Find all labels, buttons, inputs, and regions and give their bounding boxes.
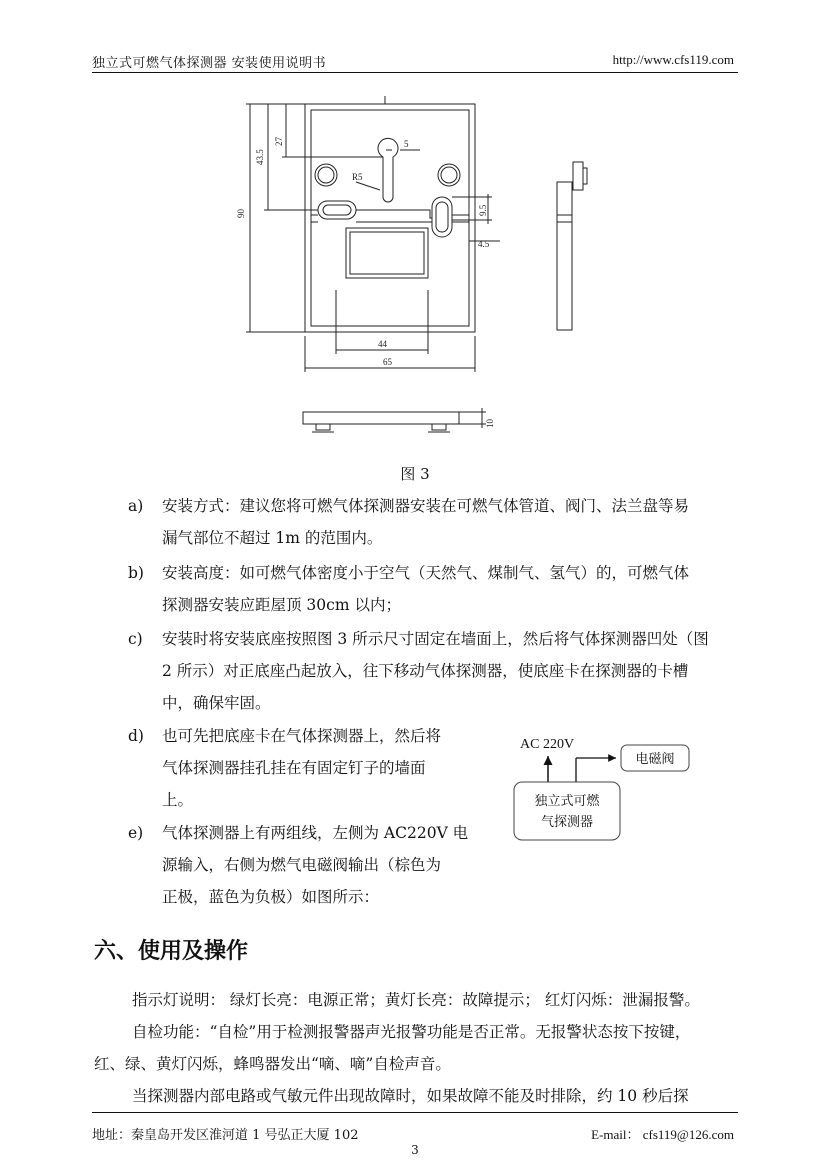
list-item-line: 安装方式：建议您将可燃气体探测器安装在可燃气体管道、阀门、法兰盘等易 [162, 497, 690, 515]
list-item-line: 安装高度：如可燃气体密度小于空气（天然气、煤制气、氢气）的，可燃气体 [162, 564, 690, 582]
side-view-profile [557, 182, 572, 330]
base-plate-inner-outline [311, 110, 469, 326]
list-item-line: 中，确保牢固。 [162, 694, 271, 712]
left-slot [318, 201, 356, 219]
dim-65: 65 [383, 357, 392, 367]
header-divider [92, 72, 738, 73]
list-marker: d) [128, 727, 144, 745]
indicator-paragraph: 指示灯说明： 绿灯长亮：电源正常；黄灯长亮：故障提示； 红灯闪烁：泄漏报警。 [132, 991, 700, 1009]
dim-4-5: 4.5 [478, 239, 490, 249]
list-marker: c) [128, 630, 143, 648]
bottom-view-profile [303, 412, 459, 424]
list-item-line: 气体探测器挂孔挂在有固定钉子的墙面 [162, 759, 426, 777]
list-marker: e) [128, 824, 144, 842]
mounting-base-drawing [0, 80, 830, 460]
dim-9-5: 9.5 [478, 204, 488, 216]
list-item-line: 漏气部位不超过 1m 的范围内。 [162, 529, 383, 547]
center-window [346, 228, 428, 278]
list-item-line: 安装时将安装底座按照图 3 所示尺寸固定在墙面上，然后将气体探测器凹处（图 [162, 630, 709, 648]
list-item-line: 探测器安装应距屋顶 30cm 以内； [162, 596, 401, 614]
list-marker: b) [128, 564, 144, 582]
fault-paragraph: 当探测器内部电路或气敏元件出现故障时，如果故障不能及时排除，约 10 秒后探 [132, 1087, 689, 1105]
detector-label-line2: 气探测器 [540, 815, 594, 830]
footer-divider [92, 1112, 738, 1113]
r5-leader [356, 182, 380, 190]
dim-44: 44 [378, 339, 387, 349]
page-number: 3 [411, 1143, 419, 1157]
list-item-line: 气体探测器上有两组线，左侧为 AC220V 电 [162, 824, 469, 842]
section-heading: 六、使用及操作 [94, 939, 249, 964]
list-item-line: 上。 [162, 791, 194, 809]
list-item-line: 正极，蓝色为负极）如图所示： [162, 888, 380, 906]
header-url: http://www.cfs119.com [612, 52, 734, 67]
footer-address: 地址：秦皇岛开发区淮河道 1 号弘正大厦 102 [92, 1128, 359, 1143]
dim-10: 10 [485, 419, 495, 428]
dim-r5: R5 [352, 172, 363, 182]
selftest-paragraph-line2: 红、绿、黄灯闪烁，蜂鸣器发出“嘀、嘀”自检声音。 [94, 1055, 451, 1073]
right-slot [432, 197, 452, 237]
figure-caption: 图 3 [400, 465, 430, 483]
keyhole-slot [378, 138, 398, 202]
dim-27: 27 [274, 137, 284, 146]
list-marker: a) [128, 497, 144, 515]
power-label: AC 220V [520, 737, 575, 752]
dim-5: 5 [404, 139, 409, 149]
dim-90: 90 [236, 209, 246, 218]
detector-box [514, 782, 620, 840]
header-title: 独立式可燃气体探测器 安装使用说明书 [92, 56, 327, 71]
dim-43-5: 43.5 [255, 149, 265, 165]
list-item-line: 2 所示）对正底座凸起放入，往下移动气体探测器，使底座卡在探测器的卡槽 [162, 662, 689, 680]
detector-label-line1: 独立式可燃 [534, 794, 600, 809]
list-item-line: 也可先把底座卡在气体探测器上，然后将 [162, 727, 442, 745]
list-item-line: 源输入，右侧为燃气电磁阀输出（棕色为 [162, 856, 442, 874]
wiring-diagram [500, 730, 710, 850]
footer-email: E-mail： cfs119@126.com [591, 1127, 734, 1142]
selftest-paragraph-line1: 自检功能：“自检”用于检测报警器声光报警功能是否正常。无报警状态按下按键， [132, 1023, 691, 1041]
valve-label: 电磁阀 [635, 752, 675, 767]
